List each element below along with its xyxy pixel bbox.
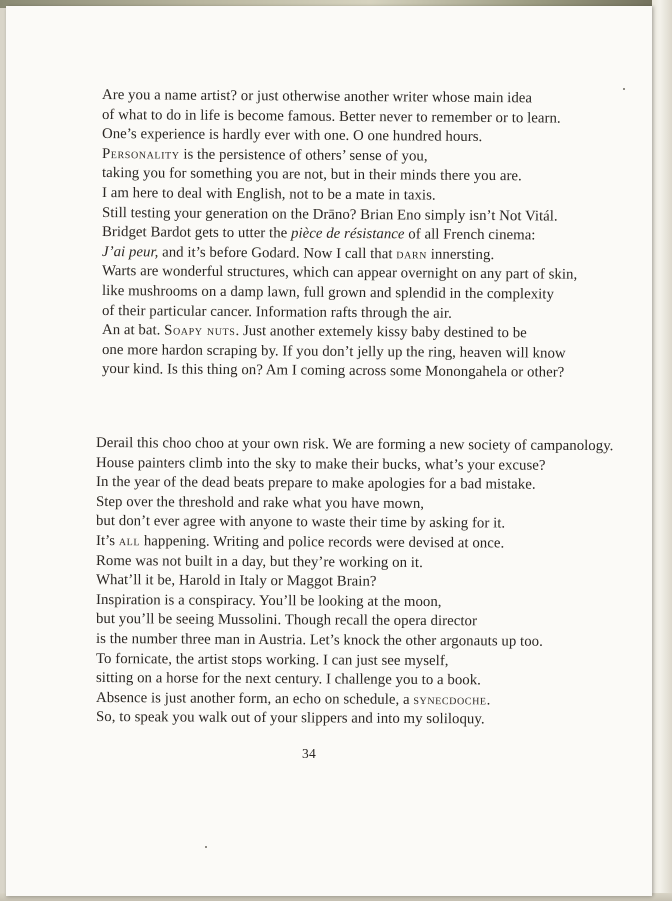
poem-line <box>96 532 614 555</box>
line-text: happening. Writing and police records were devised at once. <box>140 533 505 552</box>
line-text: Are you a name artist? or just otherwise another writer whose main idea <box>101 87 533 107</box>
line-text: One’s experience is hardly ever with one. O one hundred hours. <box>101 126 483 146</box>
line-text: To fornicate, the artist stops working. I can just see myself, <box>95 650 449 669</box>
line-text: your kind. Is this thing on? Am I coming across some Monongahela or other? <box>101 361 565 381</box>
small-caps-phrase: darn <box>396 246 428 263</box>
line-text: . <box>486 692 491 709</box>
line-text: Step over the threshold and rake what you have mown, <box>95 493 425 512</box>
line-text: House painters climb into the sky to make their bucks, what’s your excuse? <box>95 454 546 474</box>
line-text: like mushrooms on a damp lawn, full grown and splendid in the complexity <box>101 282 555 303</box>
line-text: What’ll it be, Harold in Italy or Maggot Brain? <box>95 572 377 590</box>
poem-stanza-2 <box>96 434 613 728</box>
poem-stanza-1 <box>102 86 577 380</box>
line-text: . Just another extemely kissy baby destined to be <box>235 323 527 342</box>
line-text: of their particular cancer. Information rafts through the air. <box>101 302 452 322</box>
scan-edge-right <box>652 0 672 901</box>
line-text: Absence is just another form, an echo on schedule, a <box>95 689 414 708</box>
line-text: Inspiration is a conspiracy. You’ll be looking at the moon, <box>95 591 442 610</box>
line-text: is the number three man in Austria. Let’s knock the other argonauts up too. <box>95 630 543 650</box>
poem-line <box>96 669 614 692</box>
paper-speck <box>205 846 207 848</box>
line-text: Warts are wonderful structures, which can appear overnight on any part of skin, <box>101 263 578 284</box>
small-caps-phrase: all <box>118 533 141 550</box>
line-text: It’s <box>95 532 119 550</box>
line-text: Rome was not built in a day, but they’re working on it. <box>95 552 423 571</box>
line-text: of all French cinema: <box>404 226 536 244</box>
line-text: So, to speak you walk out of your slippers and into my soliloquy. <box>95 709 485 728</box>
italic-phrase: J’ai peur, <box>101 243 159 261</box>
line-text: innersting. <box>426 246 495 263</box>
line-text: but you’ll be seeing Mussolini. Though recall the opera director <box>95 611 478 630</box>
line-text: Still testing your generation on the Drāno? Brian Eno simply isn’t Not Vitál. <box>101 204 558 225</box>
line-text: In the year of the dead beats prepare to make apologies for a bad mistake. <box>95 474 536 493</box>
paper-speck <box>623 88 625 90</box>
small-caps-phrase: Personality <box>101 145 180 163</box>
line-text: of what to do in life is become famous. Better never to remember or to learn. <box>101 106 561 127</box>
small-caps-phrase: synecdoche <box>413 691 487 709</box>
line-text: Bridget Bardot gets to utter the <box>101 224 292 242</box>
line-text: sitting on a horse for the next century. I challenge you to a book. <box>95 670 481 689</box>
small-caps-phrase: Soapy nuts <box>164 322 236 340</box>
italic-phrase: pièce de résistance <box>290 225 405 243</box>
line-text: An at bat. <box>101 322 165 339</box>
poem-line <box>96 708 614 731</box>
line-text: Derail this choo choo at your own risk. We are forming a new society of campanology. <box>95 435 614 455</box>
line-text: taking you for something you are not, but in their minds there you are. <box>101 165 522 185</box>
poem-line <box>96 434 614 457</box>
page-number: 34 <box>302 746 317 761</box>
line-text: I am here to deal with English, not to be a mate in taxis. <box>101 184 436 204</box>
poem-line <box>102 360 577 383</box>
line-text: one more hardon scraping by. If you don’t jelly up the ring, heaven will know <box>101 341 566 362</box>
poem-line <box>96 630 614 653</box>
line-text: and it’s before Godard. Now I call that <box>158 244 397 263</box>
line-text: but don’t ever agree with anyone to waste their time by asking for it. <box>95 513 506 532</box>
line-text: is the persistence of others’ sense of you, <box>179 146 428 165</box>
